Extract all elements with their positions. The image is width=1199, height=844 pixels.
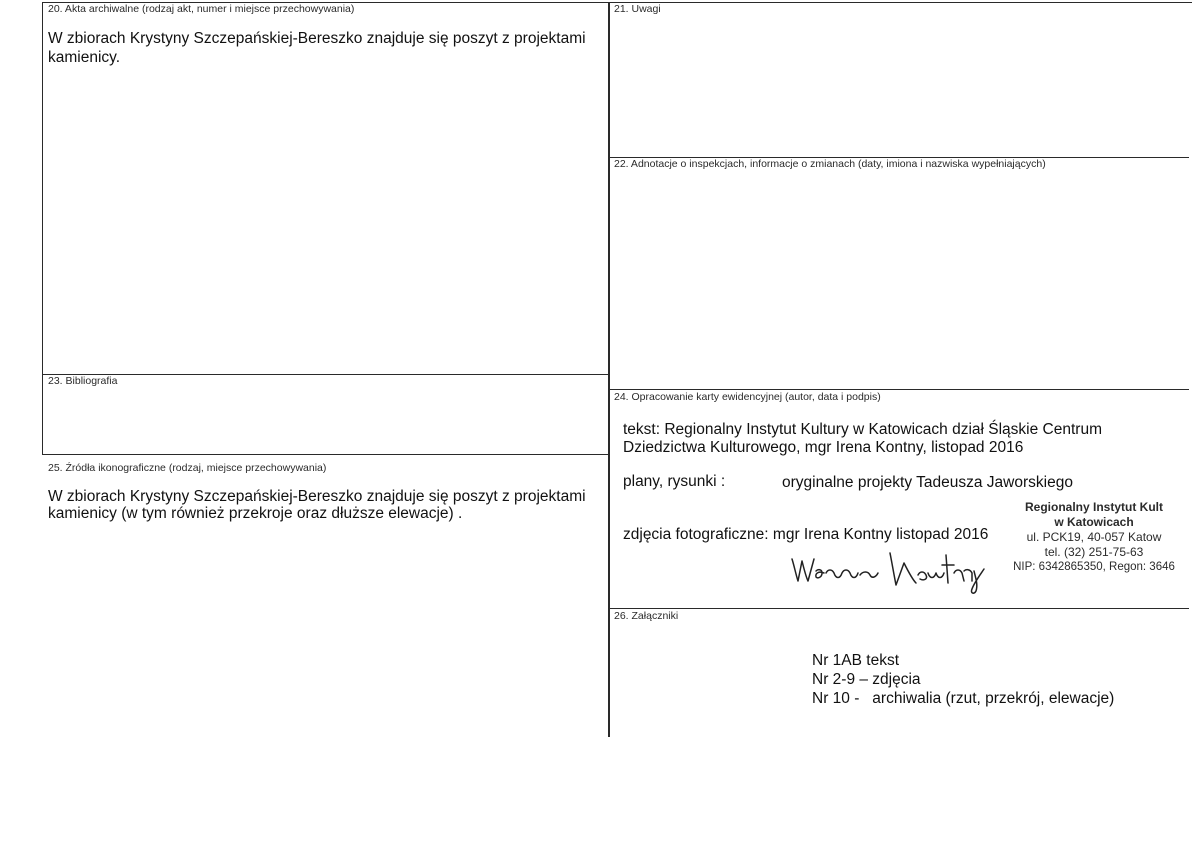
section-21-label: 21. Uwagi (614, 3, 661, 15)
stamp-line1: Regionalny Instytut Kult (1025, 500, 1163, 514)
institution-stamp (994, 500, 1194, 575)
section-20-text-line2: kamienicy. (48, 49, 121, 66)
rule-23-25 (42, 454, 609, 455)
section-22-label: 22. Adnotacje o inspekcjach, informacje o zmianach (daty, imiona i nazwiska wypełniających) (614, 158, 1046, 170)
section-24-label: 24. Opracowanie karty ewidencyjnej (autor, data i podpis) (614, 391, 881, 403)
signature-image (788, 545, 988, 595)
section-26-label: 26. Załączniki (614, 610, 679, 622)
stamp-line3: ul. PCK19, 40-057 Katow (1026, 530, 1162, 544)
attachment-item: Nr 2-9 – zdjęcia (812, 671, 921, 688)
attachment-item: Nr 10 - archiwalia (rzut, przekrój, elewacje) (812, 690, 1115, 707)
rule-20-23 (42, 374, 609, 375)
photos-credit: zdjęcia fotograficzne: mgr Irena Kontny listopad 2016 (623, 526, 989, 543)
section-25-text-line2: kamienicy (w tym również przekroje oraz dłuższe elewacje) . (48, 505, 463, 522)
rule-22-24 (609, 389, 1189, 390)
left-border (42, 2, 43, 455)
section-23-label: 23. Bibliografia (48, 375, 118, 387)
plans-label: plany, rysunki : (623, 473, 726, 490)
section-25-label: 25. Źródła ikonograficzne (rodzaj, miejsce przechowywania) (48, 462, 327, 474)
stamp-line5: NIP: 6342865350, Regon: 3646 (1013, 561, 1175, 573)
section-25-text-line1: W zbiorach Krystyny Szczepańskiej-Bereszko znajduje się poszyt z projektami (48, 488, 586, 505)
attachment-item: Nr 1AB tekst (812, 652, 899, 669)
section-24-text-line1: tekst: Regionalny Instytut Kultury w Katowicach dział Śląskie Centrum (623, 421, 1102, 438)
section-24-text-line2: Dziedzictwa Kulturowego, mgr Irena Kontny, listopad 2016 (623, 439, 1024, 456)
rule-24-26 (609, 608, 1189, 609)
vertical-divider (608, 2, 610, 737)
plans-value: oryginalne projekty Tadeusza Jaworskiego (782, 474, 1073, 491)
section-20-text-line1: W zbiorach Krystyny Szczepańskiej-Bereszko znajduje się poszyt z projektami (48, 30, 586, 47)
stamp-line4: tel. (32) 251-75-63 (1044, 545, 1144, 559)
stamp-line2: w Katowicach (1054, 515, 1134, 529)
section-20-label: 20. Akta archiwalne (rodzaj akt, numer i miejsce przechowywania) (48, 3, 355, 15)
